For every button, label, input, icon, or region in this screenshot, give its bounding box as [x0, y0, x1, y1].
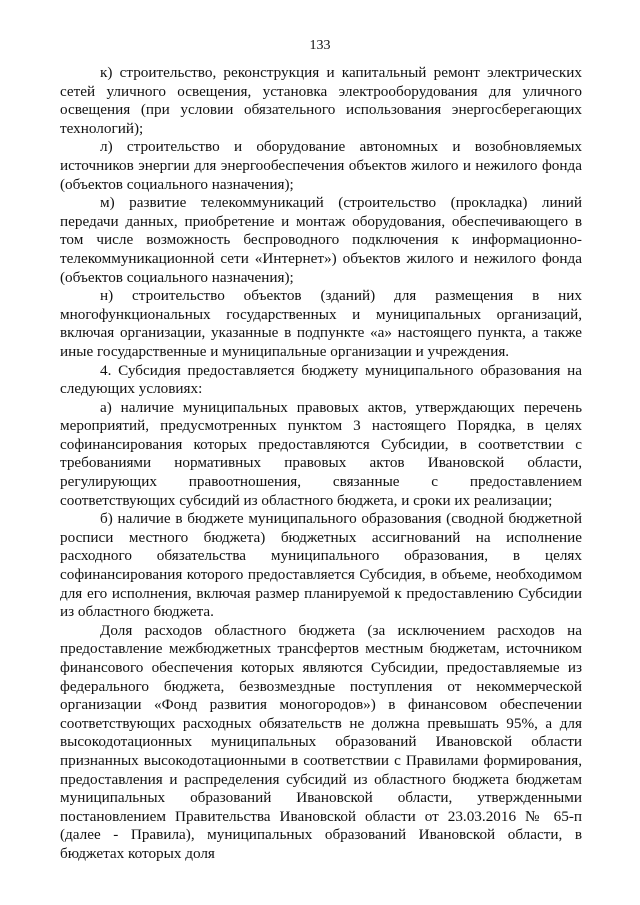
- paragraph-b: б) наличие в бюджете муниципального образования (сводной бюджетной росписи местного бюджета) бюджетных ассигнований на исполнение расходного обязательства муниципального образования, в целях софинансирования которого предоставляется Субсидия, в объеме, необходимом для его исполнения, включая размер планируемой к предоставлению Субсидии из областного бюджета.: [60, 510, 582, 621]
- page-number: 133: [309, 38, 331, 53]
- document-body: [60, 64, 582, 864]
- paragraph-n: н) строительство объектов (зданий) для размещения в них многофункциональных государственных и муниципальных организаций, включая организации, указанные в подпункте «а» настоящего пункта, а также иные государственные и муниципальные организации и учреждения.: [60, 287, 582, 360]
- paragraph-clause-4: 4. Субсидия предоставляется бюджету муниципального образования на следующих условиях:: [60, 361, 582, 398]
- paragraph-a: а) наличие муниципальных правовых актов, утверждающих перечень мероприятий, предусмотренных пунктом 3 настоящего Порядка, в целях софинансирования которых предоставляются Субсидии, в соответствии с требованиями нормативных правовых актов Ивановской области, регулирующих правоотношения, связанные с предоставлением соответствующих субсидий из областного бюджета, и сроки их реализации;: [60, 398, 582, 509]
- paragraph-k: к) строительство, реконструкция и капитальный ремонт электрических сетей уличного освещения, установка электрооборудования для уличного освещения (при условии обязательного использования энергосберегающих технологий);: [60, 64, 582, 137]
- paragraph-l: л) строительство и оборудование автономных и возобновляемых источников энергии для энергообеспечения объектов жилого и нежилого фонда (объектов социального назначения);: [60, 138, 582, 193]
- paragraph-m: м) развитие телекоммуникаций (строительство (прокладка) линий передачи данных, приобретение и монтаж оборудования, обеспечивающего в том числе возможность беспроводного подключения к информационно-телекоммуникационной сети «Интернет») объектов жилого и нежилого фонда (объектов социального назначения);: [60, 194, 582, 286]
- paragraph-share-of-expenses: Доля расходов областного бюджета (за исключением расходов на предоставление межбюджетных трансфертов местным бюджетам, источником финансового обеспечения которых являются Субсидии, предоставляемые из федерального бюджета, безвозмездные поступления от некоммерческой организации «Фонд развития моногородов») в финансовом обеспечении соответствующих расходных обязательств не должна превышать 95%, а для высокодотационных муниципальных образований Ивановской области признанных высокодотационными в соответствии с Правилами формирования, предоставления и распределения субсидий из областного бюджета бюджетам муниципальных образований Ивановской области, утвержденными постановлением Правительства Ивановской области от 23.03.2016 № 65-п (далее - Правила), муниципальных образований Ивановской области, в бюджетах которых доля: [60, 621, 582, 862]
